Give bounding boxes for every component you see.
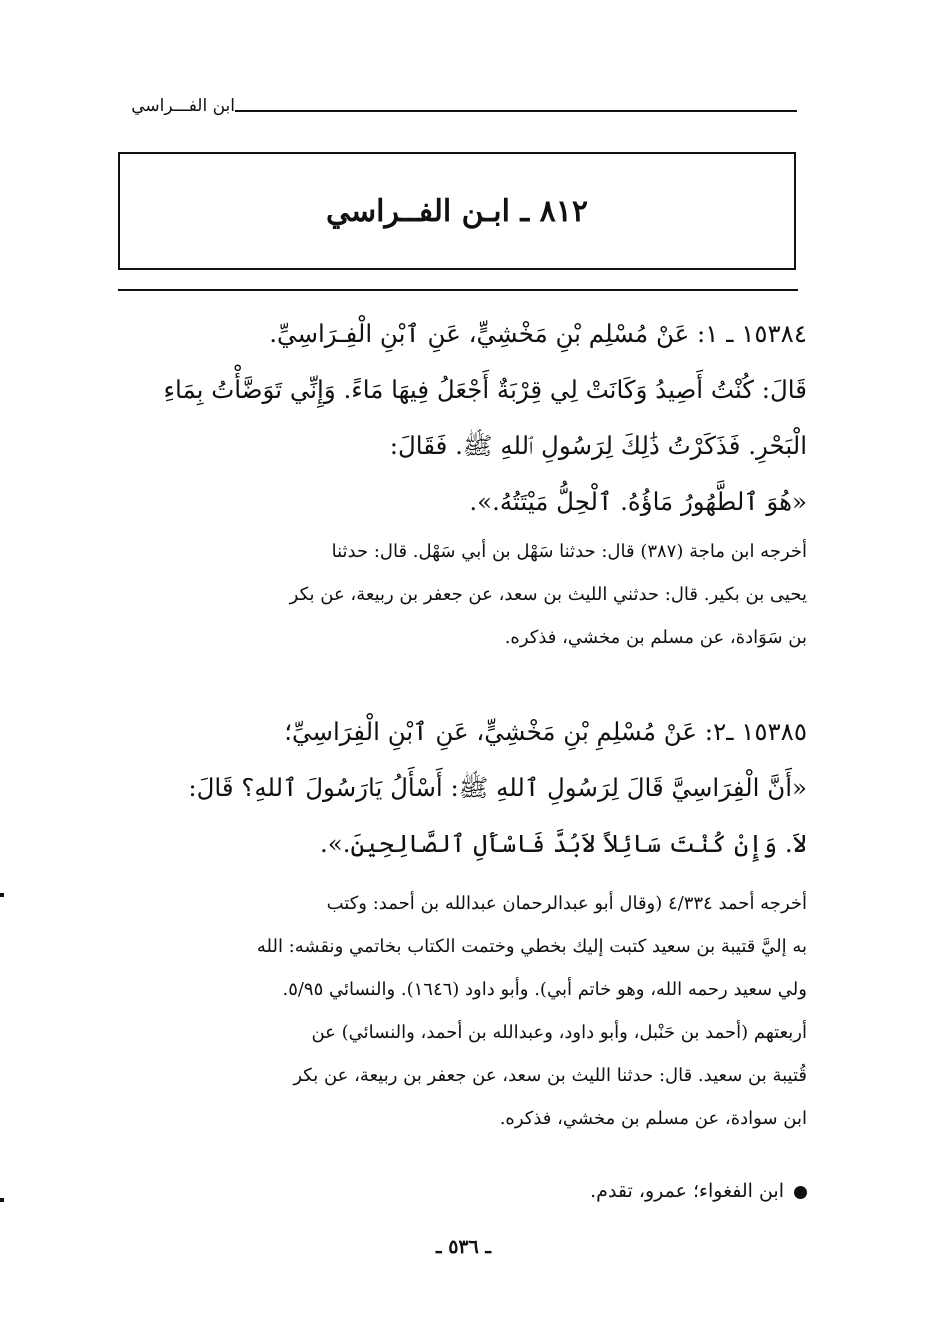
hadith-line: قَالَ: كُنْتُ أَصِيدُ وَكَانَتْ لِي قِرْبَةٌ أَجْعَلُ فِيهَا مَاءً. وَإِنِّي تَوَضَّأْتُ بِمَاءِ bbox=[163, 375, 807, 404]
takhrij-line: بن سَوَادة، عن مسلم بن مخشي، فذكره. bbox=[504, 627, 807, 648]
header-rule bbox=[235, 110, 797, 112]
takhrij-line: قُتيبة بن سعيد. قال: حدثنا الليث بن سعد، عن جعفر بن ربيعة، عن بكر bbox=[293, 1065, 807, 1086]
takhrij-line: ولي سعيد رحمه الله، وهو خاتم أبي). وأبو داود (١٦٤٦). والنسائي ٥/٩٥. bbox=[282, 979, 807, 1000]
scan-edge-mark bbox=[0, 1198, 4, 1202]
hadith-line: «هُوَ ٱلطَّهُورُ مَاؤُهُ. ٱلْحِلُّ مَيْتَتُهُ.». bbox=[469, 487, 807, 516]
running-head: ابن الفـــراسي bbox=[131, 96, 235, 116]
bullet-icon bbox=[794, 1186, 807, 1199]
chapter-title: ٨١٢ ـ ابـن الفــراسي bbox=[325, 193, 589, 229]
takhrij-line: أربعتهم (أحمد بن حَنْبل، وأبو داود، وعبدالله بن أحمد، والنسائي) عن bbox=[311, 1022, 807, 1043]
cross-reference-text: ابن الفغواء؛ عمرو، تقدم. bbox=[590, 1180, 784, 1202]
hadith-line: ١٥٣٨٥ ـ٢: عَنْ مُسْلِمِ بْنِ مَخْشِيٍّ، عَنِ ٱبْنِ الْفِرَاسِيِّ؛ bbox=[284, 717, 807, 746]
hadith-line: ١٥٣٨٤ ـ ١: عَنْ مُسْلِم بْنِ مَخْشِيٍّ، عَنِ ٱبْنِ الْفِـرَاسِيِّ. bbox=[269, 319, 807, 348]
hadith-15385 bbox=[117, 704, 807, 872]
scan-edge-mark bbox=[0, 893, 4, 897]
takhrij-line: أخرجه ابن ماجة (٣٨٧) قال: حدثنا سَهْل بن أبي سَهْل. قال: حدثنا bbox=[331, 541, 807, 562]
chapter-title-box bbox=[118, 152, 796, 270]
page-number: ـ ٥٣٦ ـ bbox=[436, 1236, 491, 1258]
takhrij-15385 bbox=[117, 882, 807, 1140]
takhrij-line: به إليَّ قتيبة بن سعيد كتبت إليك بخطي وختمت الكتاب بخاتمي ونقشه: الله bbox=[256, 936, 807, 957]
takhrij-line: يحيى بن بكير. قال: حدثني الليث بن سعد، عن جعفر بن ربيعة، عن بكر bbox=[289, 584, 807, 605]
hadith-line: «أَنَّ الْفِرَاسِيَّ قَالَ لِرَسُولِ ٱللهِ ﷺ: أَسْأَلُ يَارَسُولَ ٱللهِ؟ قَالَ: bbox=[188, 773, 807, 802]
takhrij-line: ابن سوادة، عن مسلم بن مخشي، فذكره. bbox=[499, 1108, 807, 1129]
hadith-line: الْبَحْرِ. فَذَكَرْتُ ذَٰلِكَ لِرَسُولِ ٱللهِ ﷺ. فَقَالَ: bbox=[389, 431, 807, 460]
cross-reference bbox=[117, 1180, 807, 1202]
takhrij-15384 bbox=[117, 530, 807, 659]
takhrij-line: أخرجه أحمد ٤/٣٣٤ (وقال أبو عبدالرحمان عبدالله بن أحمد: وكتب bbox=[326, 893, 807, 914]
hadith-line: لاَ. وَإِنْ كُنْتَ سَائِلاً لاَبُدَّ فَاسْأَلِ ٱلصَّالِحِينَ.». bbox=[319, 829, 807, 858]
hadith-15384 bbox=[117, 306, 807, 530]
title-underline-rule bbox=[118, 289, 798, 291]
